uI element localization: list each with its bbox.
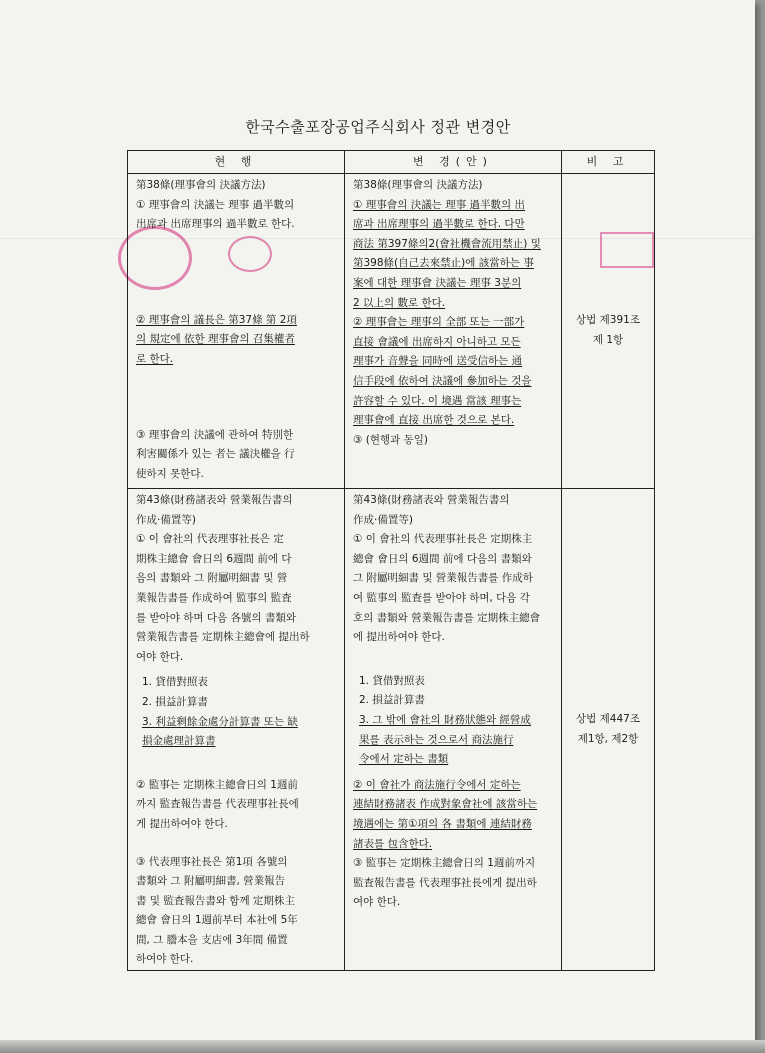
header-remark: 비 고: [562, 151, 655, 174]
article43-change-p1: ① 이 會社의 代表理事社長은 定期株主 總會 會日의 6週間 前에 다음의 書類와 그 附屬明細書 및 營業報告書를 作成하 여 監事의 監査를 받아야 하며, 다음 각 호의 書類와 營業報告書를 定期株主總會 에 提出하여야 한다.: [353, 533, 541, 644]
list-item: 3. 그 밖에 會社의 財務狀態와 經營成 果를 表示하는 것으로서 商法施行 令에서 定하는 書類: [359, 713, 531, 766]
article43-change-heading: 第43條(財務諸表와 營業報告書의 作成·備置等): [353, 494, 510, 526]
article43-current-list: [142, 673, 339, 751]
article38-current-heading: 第38條(理事會의 決議方法): [136, 179, 266, 191]
article38-change-heading: 第38條(理事會의 決議方法): [353, 179, 483, 191]
paper-edge: [0, 1040, 765, 1053]
article43-current-p3: ③ 代表理事社長은 第1項 各號의 書類와 그 附屬明細書, 營業報告 書 및 監査報告書와 함께 定期株主 總會 會日의 1週前부터 本社에 5年 間, 그 謄本을 支店에 3年間 備置 하여야 한다.: [136, 855, 298, 966]
list-item: 3. 利益剩餘金處分計算書 또는 缺 損金處理計算書: [142, 715, 298, 748]
article38-remark-cell: [562, 174, 655, 489]
header-change: 변 경(안): [345, 151, 562, 174]
article43-remark: 상법 제447조 제1항, 제2항: [576, 712, 640, 745]
article43-current-heading: 第43條(財務諸表와 營業報告書의 作成·備置等): [136, 494, 293, 526]
article43-change-cell: [345, 489, 562, 971]
list-item: 1. 貸借對照表: [359, 674, 425, 687]
amendment-table: [127, 150, 655, 971]
article38-current-cell: [128, 174, 345, 489]
article43-change-p2: ② 이 會社가 商法施行令에서 定하는 連結財務諸表 作成對象會社에 該當하는 境遇에는 第①項의 各 書類에 連結財務 諸表를 包含한다.: [353, 778, 538, 850]
article38-change-p1: ① 理事會의 決議는 理事 過半數의 出 席과 出席理事의 過半數로 한다. 다만 商法 第397條의2(會社機會流用禁止) 및 第398條(自己去來禁止)에 該當하는 事 案에 대한 理事會 決議는 理事 3분의 2 以上의 數로 한다.: [353, 198, 541, 309]
list-item: 1. 貸借對照表: [142, 676, 208, 689]
table-row-article38: [128, 174, 655, 489]
article38-current-p3: ③ 理事會의 決議에 관하여 特別한 利害關係가 있는 者는 議決權을 行 使하지 못한다.: [136, 428, 295, 480]
document-title: 한국수출포장공업주식회사 정관 변경안: [245, 118, 511, 136]
article43-current-p1: ① 이 會社의 代表理事社長은 定 期株主總會 會日의 6週間 前에 다 음의 書類와 그 附屬明細書 및 營 業報告書를 作成하여 監事의 監査 를 받아야 하며 다음 各號의 書類와 營業報告書를 定期株主總會에 提出하 여야 한다.: [136, 533, 310, 663]
header-current: 현 행: [128, 151, 345, 174]
article43-remark-cell: [562, 489, 655, 971]
list-item: 2. 損益計算書: [142, 695, 208, 708]
article38-change-p3: ③ (현행과 동일): [353, 433, 428, 446]
article43-current-p2: ② 監事는 定期株主總會日의 1週前 까지 監査報告書를 代表理事社長에 게 提出하여야 한다.: [136, 778, 299, 830]
article38-change-cell: [345, 174, 562, 489]
article38-remark: 상법 제391조 제 1항: [576, 314, 640, 346]
article43-change-list: [359, 672, 556, 770]
article43-change-p3: ③ 監事는 定期株主總會日의 1週前까지 監査報告書를 代表理事社長에게 提出하 여야 한다.: [353, 857, 537, 909]
article38-current-p1: ① 理事會의 決議는 理事 過半數의 出席과 出席理事의 過半數로 한다.: [136, 198, 295, 231]
list-item: 2. 損益計算書: [359, 694, 425, 707]
table-row-article43: [128, 489, 655, 971]
article43-current-cell: [128, 489, 345, 971]
table-header-row: [128, 151, 655, 174]
article38-change-p2: ② 理事會는 理事의 全部 또는 一部가 直接 會議에 出席하지 아니하고 모든 理事가 音聲을 同時에 送受信하는 通 信手段에 依하여 決議에 參加하는 것을 許容할 수 있다. 이 境遇 當該 理事는 理事會에 直接 出席한 것으로 본다.: [353, 316, 532, 427]
article38-current-p2: ② 理事會의 議長은 第37條 第 2項 의 規定에 依한 理事會의 召集權者 로 한다.: [136, 313, 297, 365]
